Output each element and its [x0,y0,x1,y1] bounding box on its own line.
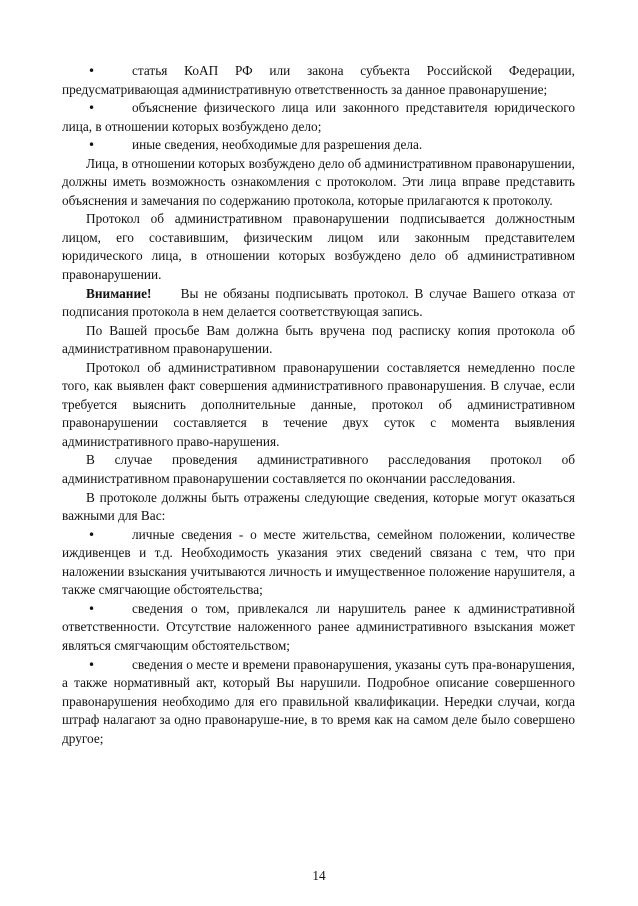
paragraph: Протокол об административном правонарушении подписывается должностным лицом, его составившим, физическим лицом или законным представителем юридического лица, в отношении которых возбуждено дело об административном правонарушении. [62,211,575,283]
bullet-icon: • [88,601,96,616]
bullet-text: статья КоАП РФ или закона субъекта Российской Федерации, предусматривающая административную ответственность за данное правонарушение; [62,63,575,97]
bullet-text: сведения о месте и времени правонарушения, указаны суть пра-вонарушения, а также нормативный акт, который Вы нарушили. Подробное описание совершенного правонарушения необходимо для его правильной квалификации. Нередки случаи, когда штраф налагают за одно правонаруше-ние, в то время как на самом деле было совершено другое; [62,656,575,746]
bullet-text: сведения о том, привлекался ли нарушитель ранее к административной ответственности. Отсутствие наложенного ранее административного взыскания может являться смягчающим обстоятельством; [62,600,575,653]
bullet-text: объяснение физического лица или законного представителя юридического лица, в отношении которых возбуждено дело; [62,100,575,134]
bullet-text: личные сведения - о месте жительства, семейном положении, количестве иждивенцев и т.д. Необходимость указания этих сведений связана с тем, что при наложении взыскания учитываются личность и имущественное положение нарушителя, а также смягчающие обстоятельства; [62,526,575,598]
page-number: 14 [312,868,326,883]
bullet-icon: • [88,64,96,78]
paragraph: Лица, в отношении которых возбуждено дело об административном правонарушении, должны иметь возможность ознакомления с протоколом. Эти лица вправе представить объяснения и замечания по содержанию протокола, которые прилагаются к протоколу. [62,155,575,208]
attention-paragraph [62,285,575,322]
bullet-icon: • [88,101,96,116]
bullet-icon: • [88,138,96,153]
bullet-text: иные сведения, необходимые для разрешения дела. [132,137,423,153]
paragraph: В протоколе должны быть отражены следующие сведения, которые могут оказаться важными для Вас: [62,489,575,524]
bullet-icon: • [88,657,96,672]
body-text [62,62,575,748]
bullet-item [62,62,575,99]
attention-label: Внимание! [86,285,152,301]
paragraph: По Вашей просьбе Вам должна быть вручена под расписку копия протокола об административном правонарушении. [62,322,575,357]
attention-text: Вы не обязаны подписывать протокол. В случае Вашего отказа от подписания протокола в нем делается соответствующая запись. [62,285,575,320]
bullet-item [62,526,575,600]
bullet-item [62,600,575,656]
bullet-item [62,136,575,155]
bullet-item [62,99,575,136]
bullet-item [62,656,575,749]
paragraph: В случае проведения административного расследования протокол об административном правонарушении составляется по окончании расследования. [62,452,575,487]
bullet-icon: • [88,527,96,542]
paragraph: Протокол об административном правонарушении составляется немедленно после того, как выявлен факт совершения административного правонарушения. В случае, если требуется выяснить дополнительные данные, протокол об административном правонарушении составляется в течение двух суток с момента выявления административного право-нарушения. [62,359,575,449]
